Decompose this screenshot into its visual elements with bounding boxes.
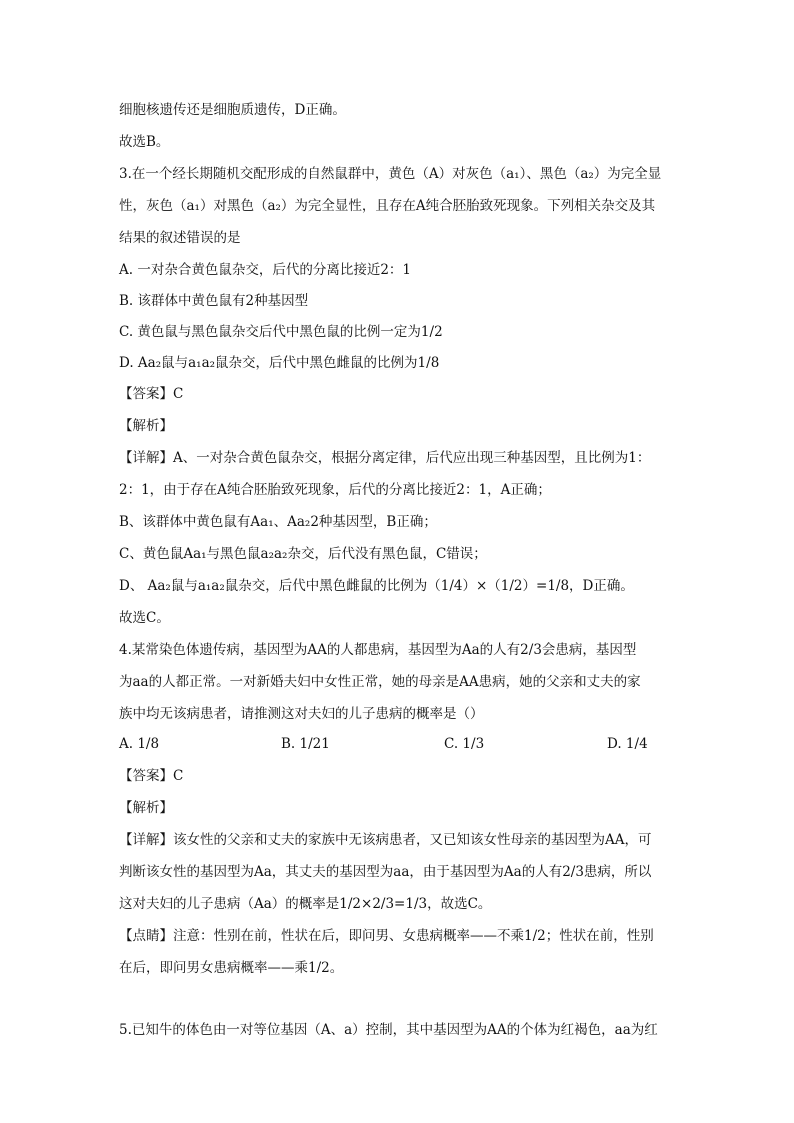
question-4-stem-line-3: 族中均无该病患者，请推测这对夫妇的儿子患病的概率是（）: [119, 706, 484, 722]
question-3-option-d: D. Aa₂鼠与a₁a₂鼠杂交，后代中黑色雌鼠的比例为1/8: [119, 355, 440, 371]
question-3-option-b: B. 该群体中黄色鼠有2种基因型: [119, 293, 309, 309]
detail-line: C、黄色鼠Aa₁与黑色鼠a₂a₂杂交，后代没有黑色鼠，C错误；: [119, 546, 487, 562]
analysis-label: 【解析】: [119, 418, 173, 434]
text-line: 细胞核遗传还是细胞质遗传，D正确。: [119, 102, 346, 118]
analysis-label: 【解析】: [119, 800, 173, 816]
detail-line: 2：1，由于存在A纯合胚胎致死现象，后代的分离比接近2：1，A正确；: [119, 482, 551, 498]
question-4-stem-line-1: 4.某常染色体遗传病，基因型为AA的人都患病，基因型为Aa的人有2/3会患病，基因型: [119, 642, 637, 658]
detail-line: D、 Aa₂鼠与a₁a₂鼠杂交，后代中黑色雌鼠的比例为（1/4）×（1/2）=1/8，D正确。: [119, 578, 634, 594]
question-4-option-c: C. 1/3: [444, 736, 485, 752]
question-4-option-d: D. 1/4: [607, 736, 648, 752]
detail-line: 【详解】A、一对杂合黄色鼠杂交，根据分离定律，后代应出现三种基因型，且比例为1：: [119, 450, 651, 466]
question-3-stem-line-1: 3.在一个经长期随机交配形成的自然鼠群中，黄色（A）对灰色（a₁）、黑色（a₂）为完全显: [119, 166, 662, 182]
question-3-stem-line-2: 性，灰色（a₁）对黑色（a₂）为完全显性，且存在A纯合胚胎致死现象。下列相关杂交及其: [119, 198, 656, 214]
question-4-option-a: A. 1/8: [119, 736, 160, 752]
answer-label: 【答案】C: [119, 768, 184, 784]
question-3-option-a: A. 一对杂合黄色鼠杂交，后代的分离比接近2：1: [119, 262, 412, 278]
remark-line: 在后，即问男女患病概率——乘1/2。: [119, 960, 344, 976]
text-line: 故选C。: [119, 610, 170, 626]
question-4-stem-line-2: 为aa的人都正常。一对新婚夫妇中女性正常，她的母亲是AA患病，她的父亲和丈夫的家: [119, 674, 641, 690]
remark-line: 【点睛】注意：性别在前，性状在后，即问男、女患病概率——不乘1/2；性状在前，性别: [119, 928, 654, 944]
text-line: 故选B。: [119, 134, 170, 150]
question-4-option-b: B. 1/21: [281, 736, 330, 752]
question-3-option-c: C. 黄色鼠与黑色鼠杂交后代中黑色鼠的比例一定为1/2: [119, 324, 443, 340]
detail-line: 【详解】该女性的父亲和丈夫的家族中无该病患者，又已知该女性母亲的基因型为AA，可: [119, 832, 652, 848]
detail-line: B、该群体中黄色鼠有Aa₁、Aa₂2种基因型，B正确；: [119, 514, 437, 530]
question-3-stem-line-3: 结果的叙述错误的是: [119, 230, 241, 246]
question-5-stem-line-1: 5.已知牛的体色由一对等位基因（A、a）控制，其中基因型为AA的个体为红褐色，aa为红: [119, 1022, 658, 1038]
detail-line: 这对夫妇的儿子患病（Aa）的概率是1/2×2/3=1/3，故选C。: [119, 896, 492, 912]
detail-line: 判断该女性的基因型为Aa，其丈夫的基因型为aa，由于基因型为Aa的人有2/3患病，所以: [119, 864, 652, 880]
answer-label: 【答案】C: [119, 386, 184, 402]
